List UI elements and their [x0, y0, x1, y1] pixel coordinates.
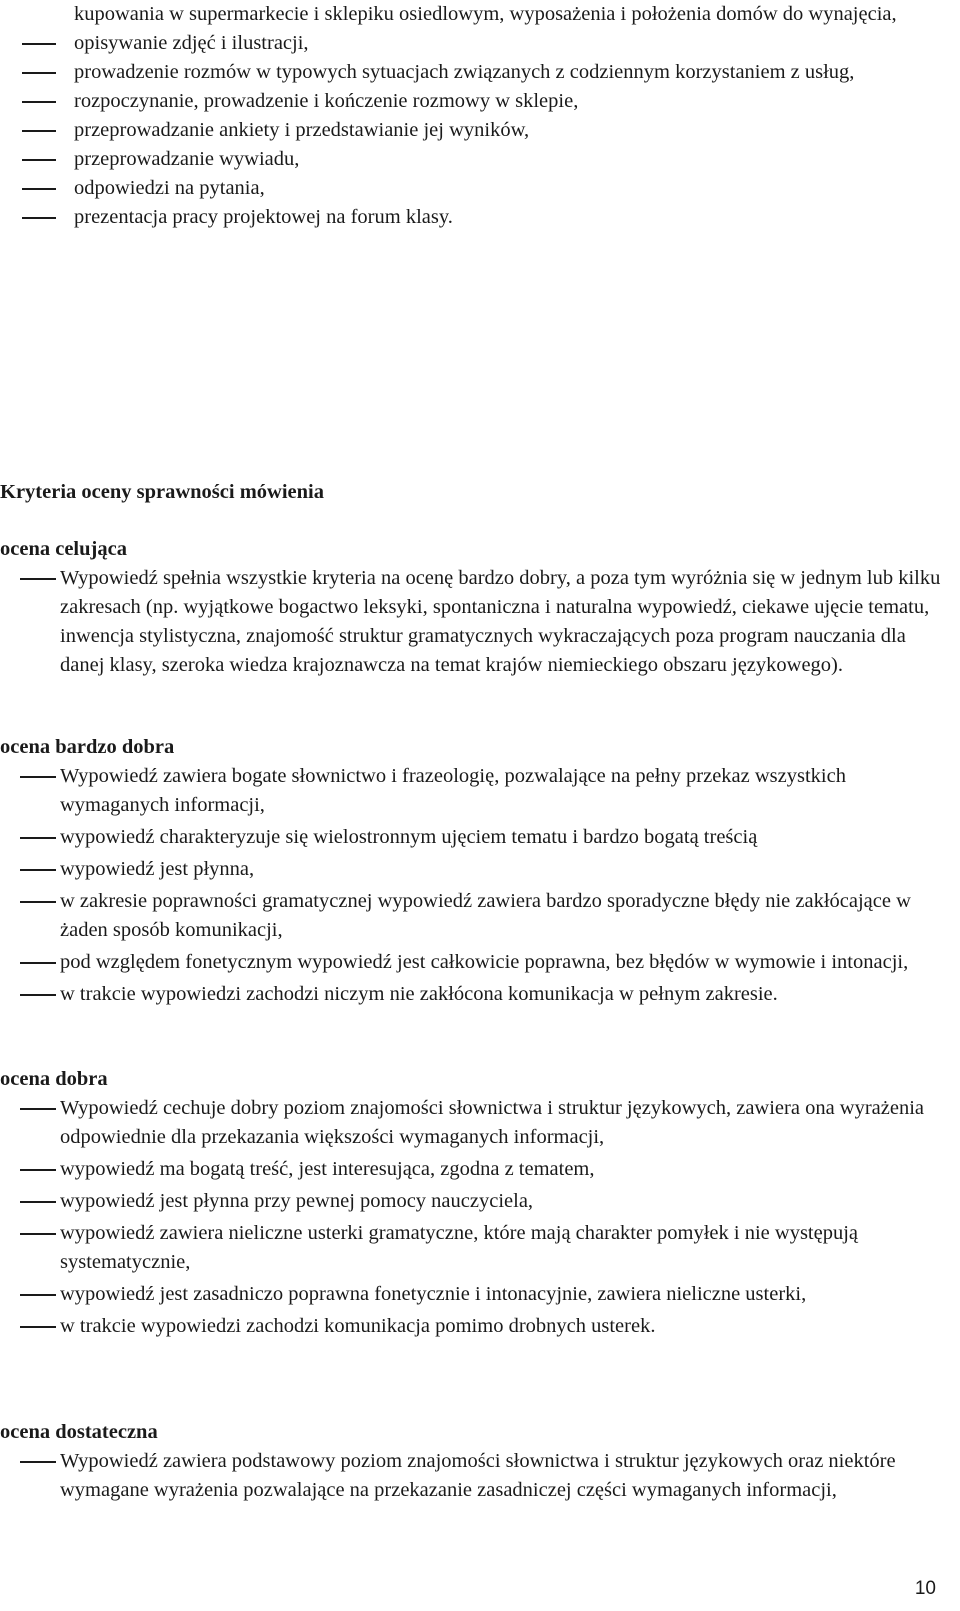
dash-bullet — [22, 217, 56, 219]
grade-block-satisfactory — [0, 1418, 960, 1505]
dash-bullet — [20, 776, 56, 778]
list-item — [0, 1187, 960, 1216]
grade-criteria-list — [0, 1094, 960, 1341]
list-item — [0, 564, 960, 680]
list-item — [0, 174, 960, 203]
dash-bullet — [20, 578, 56, 580]
list-item-text: Wypowiedź zawiera bogate słownictwo i frazeologię, pozwalające na pełny przekaz wszystkich wymaganych informacji, — [60, 765, 846, 816]
dash-bullet — [20, 1169, 56, 1171]
dash-bullet — [20, 962, 56, 964]
list-item — [0, 948, 960, 977]
list-item-text: odpowiedzi na pytania, — [74, 177, 265, 199]
list-item-text: w trakcie wypowiedzi zachodzi komunikacja pomimo drobnych usterek. — [60, 1315, 656, 1337]
list-item-text: w zakresie poprawności gramatycznej wypowiedź zawiera bardzo sporadyczne błędy nie zakłócające w żaden sposób komunikacji, — [60, 890, 911, 941]
list-item — [0, 203, 960, 232]
list-item — [0, 1447, 960, 1505]
section-title: Kryteria oceny sprawności mówienia — [0, 481, 324, 503]
grade-title: ocena dostateczna — [0, 1421, 158, 1443]
dash-bullet — [22, 188, 56, 190]
list-item — [0, 0, 960, 29]
dash-bullet — [20, 837, 56, 839]
dash-bullet — [20, 1201, 56, 1203]
list-item-text: przeprowadzanie wywiadu, — [74, 148, 300, 170]
list-item-text: Wypowiedź cechuje dobry poziom znajomości słownictwa i struktur językowych, zawiera ona wyrażenia odpowiednie dla przekazania większości wymaganych informacji, — [60, 1097, 925, 1148]
dash-bullet — [22, 101, 56, 103]
list-item-text: Wypowiedź zawiera podstawowy poziom znajomości słownictwa i struktur językowych oraz niektóre wymagane wyrażenia pozwalające na przekazanie zasadniczej części wymaganych informacji, — [60, 1450, 896, 1501]
grade-block-excellent — [0, 535, 960, 680]
list-item-text: przeprowadzanie ankiety i przedstawianie jej wyników, — [74, 119, 530, 141]
speaking-activities-list — [0, 0, 960, 232]
list-item-text: wypowiedź jest płynna, — [60, 858, 255, 880]
list-item-text: Wypowiedź spełnia wszystkie kryteria na ocenę bardzo dobry, a poza tym wyróżnia się w jednym lub kilku zakresach (np. wyjątkowe bogactwo leksyki, spontaniczna i naturalna wypowiedź, ciekawe ujęcie tematu, inwencja stylistyczna, znajomość struktur gramatycznych wykraczających poza program nauczania dla danej klasy, szeroka wiedza krajoznawcza na temat krajów niemieckiego obszaru językowego). — [60, 567, 941, 676]
grade-title: ocena dobra — [0, 1068, 108, 1090]
list-item — [0, 116, 960, 145]
list-item — [0, 980, 960, 1009]
list-item — [0, 1219, 960, 1277]
list-item — [0, 1094, 960, 1152]
list-item-text: wypowiedź jest zasadniczo poprawna fonetycznie i intonacyjnie, zawiera nieliczne usterki, — [60, 1283, 807, 1305]
dash-bullet — [20, 1461, 56, 1463]
dash-bullet — [20, 869, 56, 871]
grade-criteria-list — [0, 762, 960, 1009]
grade-block-good — [0, 1065, 960, 1341]
list-item-text: wypowiedź ma bogatą treść, jest interesująca, zgodna z tematem, — [60, 1158, 595, 1180]
list-item-text: wypowiedź zawiera nieliczne usterki gramatyczne, które mają charakter pomyłek i nie występują systematycznie, — [60, 1222, 859, 1273]
dash-bullet — [22, 72, 56, 74]
grade-title: ocena celująca — [0, 538, 127, 560]
list-item — [0, 1155, 960, 1184]
list-item-text: rozpoczynanie, prowadzenie i kończenie rozmowy w sklepie, — [74, 90, 579, 112]
list-item — [0, 887, 960, 945]
list-item-text: wypowiedź charakteryzuje się wielostronnym ujęciem tematu i bardzo bogatą treścią — [60, 826, 758, 848]
grade-title: ocena bardzo dobra — [0, 736, 175, 758]
list-item — [0, 1312, 960, 1341]
list-item-text: prezentacja pracy projektowej na forum klasy. — [74, 206, 453, 228]
list-item — [0, 823, 960, 852]
list-item-text: wypowiedź jest płynna przy pewnej pomocy nauczyciela, — [60, 1190, 534, 1212]
grade-criteria-list — [0, 1447, 960, 1505]
dash-bullet — [20, 994, 56, 996]
dash-bullet — [22, 43, 56, 45]
list-item-text: w trakcie wypowiedzi zachodzi niczym nie zakłócona komunikacja w pełnym zakresie. — [60, 983, 778, 1005]
dash-bullet — [22, 130, 56, 132]
page-number: 10 — [914, 1578, 936, 1599]
list-item — [0, 87, 960, 116]
list-item — [0, 58, 960, 87]
list-item-text: kupowania w supermarkecie i sklepiku osiedlowym, wyposażenia i położenia domów do wynajęcia, — [74, 3, 897, 25]
list-item — [0, 762, 960, 820]
dash-bullet — [20, 1233, 56, 1235]
grade-block-very-good — [0, 733, 960, 1009]
grade-criteria-list — [0, 564, 960, 680]
list-item — [0, 145, 960, 174]
dash-bullet — [20, 1326, 56, 1328]
list-item-text: opisywanie zdjęć i ilustracji, — [74, 32, 309, 54]
dash-bullet — [20, 1294, 56, 1296]
dash-bullet — [20, 1108, 56, 1110]
list-item — [0, 855, 960, 884]
list-item — [0, 1280, 960, 1309]
list-item-text: prowadzenie rozmów w typowych sytuacjach związanych z codziennym korzystaniem z usług, — [74, 61, 855, 83]
list-item — [0, 29, 960, 58]
dash-bullet — [22, 159, 56, 161]
dash-bullet — [20, 901, 56, 903]
list-item-text: pod względem fonetycznym wypowiedź jest całkowicie poprawna, bez błędów w wymowie i intonacji, — [60, 951, 909, 973]
